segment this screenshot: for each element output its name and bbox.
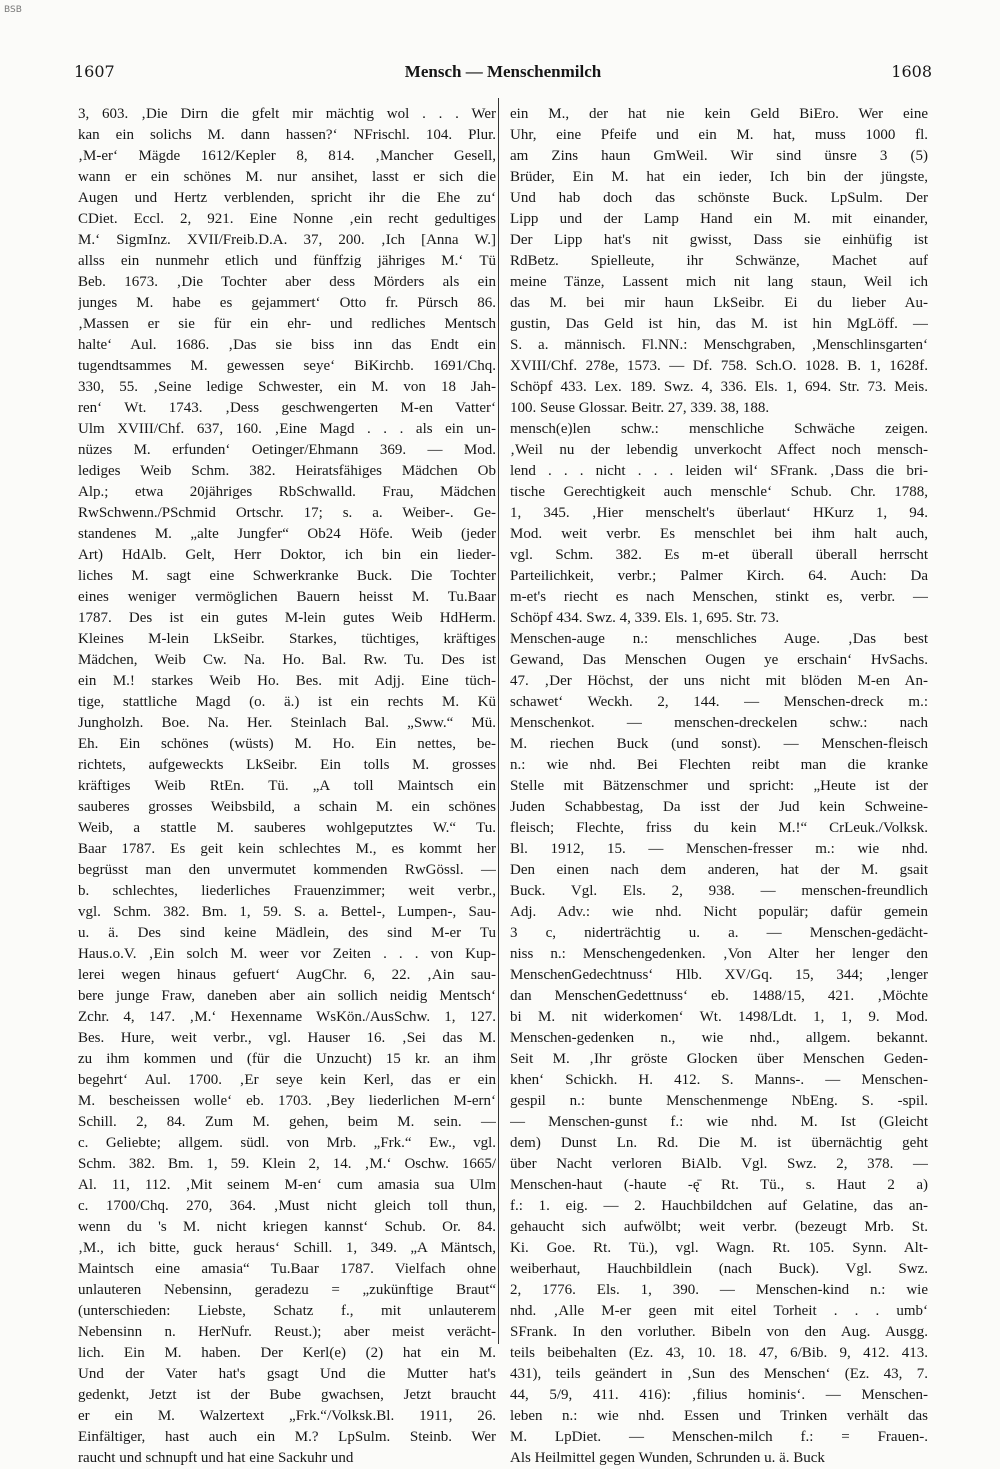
column-divider [498, 98, 499, 1344]
text-line: 431), teils geändert in ‚Sun des Menschen‘ (Ez. 43, 7. [510, 1366, 928, 1382]
text-line: teils beibehalten (Ez. 43, 10. 18. 47, 6/Bib. 9, 412. 413. [510, 1345, 928, 1361]
text-line: c. Geliebte; allgem. südl. von Mrb. „Frk.“ Ew., vgl. [78, 1135, 496, 1151]
text-line: tugendtsammes M. gewessen seye‘ BiKirchb. 1691/Chq. [78, 358, 496, 374]
text-line: (unterschieden: Liebste, Schatz f., mit unlauterem [78, 1303, 496, 1319]
text-line: ren‘ Wt. 1743. ‚Dess geschwengerten M-en Vatter‘ [78, 400, 496, 416]
text-line: Schm. 382. Bm. 1, 59. Klein 2, 14. ‚M.‘ Oschw. 1665/ [78, 1156, 496, 1172]
text-line: allss ein nunmehr etlich und fünffzig jähriges M.‘ Tü [78, 253, 496, 269]
text-line: Gewand, Das Menschen Ougen ye erschain‘ HvSachs. [510, 652, 928, 668]
text-line: ‚Weil nu der lebendig unverkocht Affect noch mensch- [510, 442, 928, 458]
text-line: Eh. Ein schönes (wüsts) M. Ho. Ein nettes, be- [78, 736, 496, 752]
text-line: Buck. Vgl. Els. 2, 938. — menschen-freundlich [510, 883, 928, 899]
text-line: M. LpDiet. — Menschen-milch f.: = Frauen-. [510, 1429, 928, 1445]
text-line: 3, 603. ‚Die Dirn die gfelt mir mächtig wol . . . Wer [78, 106, 496, 122]
right-column [510, 104, 928, 1469]
page-header [74, 62, 932, 86]
running-title: Mensch — Menschenmilch [404, 62, 602, 81]
text-line: vgl. Schm. 382. Bm. 1, 59. S. a. Bettel-, Lumpen-, Sau- [78, 904, 496, 920]
text-line: gedenkt, Jetzt ist der Bube gwachsen, Jetzt braucht [78, 1387, 496, 1403]
text-line: lich. Ein M. haben. Der Kerl(e) (2) hat ein M. [78, 1345, 496, 1361]
text-line: Schöpf 433. Lex. 189. Swz. 4, 336. Els. 1, 694. Str. 73. Meis. [510, 379, 928, 395]
text-line: begehrt‘ Aul. 1700. ‚Er seye kein Kerl, das er ein [78, 1072, 496, 1088]
text-line: weiberhaut, Hauchbildlein (nach Buck). Vgl. Swz. [510, 1261, 928, 1277]
text-line: Menschen-gedenken n., wie nhd., allgem. bekannt. [510, 1030, 928, 1046]
text-line: M. riechen Buck (und sonst). — Menschen-fleisch [510, 736, 928, 752]
text-line: dem) Dunst Ln. Rd. Die M. ist übernächtig geht [510, 1135, 928, 1151]
text-line: Art) HdAlb. Gelt, Herr Doktor, ich bin ein lieder- [78, 547, 496, 563]
text-line: bi M. nit widerkomen‘ Wt. 1498/Ldt. 1, 1, 9. Mod. [510, 1009, 928, 1025]
text-line: vgl. Schm. 382. Es m-et überall überall herrscht [510, 547, 928, 563]
text-line: Seit M. ‚Ihr gröste Glocken über Menschen Geden- [510, 1051, 928, 1067]
text-line: lediges Weib Schm. 382. Heiratsfähiges Mädchen Ob [78, 463, 496, 479]
text-line: CDiet. Eccl. 2, 921. Eine Nonne ‚ein recht gedultiges [78, 211, 496, 227]
text-line: Einfältiger, hast auch ein M.? LpSulm. Steinb. Wer [78, 1429, 496, 1445]
text-line: c. 1700/Chq. 270, 364. ‚Must nicht gleich toll thun, [78, 1198, 496, 1214]
text-line: junges M. habe es gejammert‘ Otto fr. Pürsch 86. [78, 295, 496, 311]
text-line: eines weniger vermöglichen Bauern heisst M. Tu.Baar [78, 589, 496, 605]
text-line: M.‘ SigmInz. XVII/Freib.D.A. 37, 200. ‚Ich [Anna W.] [78, 232, 496, 248]
text-line: RdBetz. Spielleute, ihr Schwänze, Machet auf [510, 253, 928, 269]
text-line: tische Gerechtigkeit auch menschle‘ Schub. Chr. 1788, [510, 484, 928, 500]
text-line: begrüsst man den unvermutet kommenden RwGössl. — [78, 862, 496, 878]
text-line: leben n.: wie nhd. Essen und Trinken verhält das [510, 1408, 928, 1424]
text-line: Schöpf 434. Swz. 4, 339. Els. 1, 695. Str. 73. [510, 610, 780, 626]
text-line: ‚M., ich bitte, guck heraus‘ Schill. 1, 349. „A Mäntsch, [78, 1240, 496, 1256]
page-number-right: 1608 [891, 62, 932, 81]
text-line: Haus.o.V. ‚Ein solch M. weer vor Zeiten . . . von Kup- [78, 946, 496, 962]
text-line: liches M. sagt eine Schwerkranke Buck. Die Tochter [78, 568, 496, 584]
text-line: ein M., der hat nie kein Geld BiEro. Wer eine [510, 106, 928, 122]
text-line: M. bescheissen wolle‘ eb. 1703. ‚Bey liederlichen M-ern‘ [78, 1093, 496, 1109]
text-line: MenschenGedechtnuss‘ Hlb. XV/Gq. 15, 344; ‚lenger [510, 967, 928, 983]
text-line: m-et's riecht es nach Menschen, stinkt es, verbr. — [510, 589, 928, 605]
text-line: wenn du 's M. nicht kriegen kannst‘ Schub. Or. 84. [78, 1219, 496, 1235]
text-line: Al. 11, 112. ‚Mit seinem M-en‘ cum amasia sua Ulm [78, 1177, 496, 1193]
text-line: gustin, Das Geld ist hin, das M. ist hin MgLöff. — [510, 316, 928, 332]
text-line: meine Tänze, Lassent mich nit lang staun, Weil ich [510, 274, 928, 290]
text-line: nüzes M. erfunden‘ Oetinger/Ehmann 369. — Mod. [78, 442, 496, 458]
text-line: Mädchen, Weib Cw. Na. Ho. Bal. Rw. Tu. Des ist [78, 652, 496, 668]
text-line: Baar 1787. Es geit kein schlechtes M., es kommt her [78, 841, 496, 857]
text-line: Parteilichkeit, verbr.; Palmer Kirch. 64. Auch: Da [510, 568, 928, 584]
text-line: Nebensinn n. HerNufr. Reust.); aber meist verächt- [78, 1324, 496, 1340]
text-line: Stelle mit Bätzenschmer und spricht: „Heute ist der [510, 778, 928, 794]
text-line: am Zins haun GmWeil. Wir sind ünsre 3 (5) [510, 148, 928, 164]
text-line: Zchr. 4, 147. ‚M.‘ Hexenname WsKön./AusSchw. 1, 127. [78, 1009, 496, 1025]
text-line: Als Heilmittel gegen Wunden, Schrunden u. ä. Buck [510, 1450, 825, 1466]
text-line: sauberes grosses Weibsbild, a schain M. ein schönes [78, 799, 496, 815]
text-line: tige, stattliche Magd (o. ä.) ist ein rechts M. Kü [78, 694, 496, 710]
text-line: ‚Massen er sie für ein ehr- und redliches Mentsch [78, 316, 496, 332]
text-line: nhd. ‚Alle M-er geen mit eitel Torheit . . . umb‘ [510, 1303, 928, 1319]
text-line: Jungholzh. Boe. Na. Her. Steinlach Bal. „Sww.“ Mü. [78, 715, 496, 731]
text-line: ‚M-er‘ Mägde 1612/Kepler 8, 814. ‚Mancher Gesell, [78, 148, 496, 164]
text-line: Menschen-auge n.: menschliches Auge. ‚Das best [510, 631, 928, 647]
text-line: lerei wegen hinaus gefuert‘ AugChr. 6, 22. ‚Ain sau- [78, 967, 496, 983]
text-line: — Menschen-gunst f.: wie nhd. M. Ist (Gleicht [510, 1114, 928, 1130]
text-line: Ulm XVIII/Chf. 637, 160. ‚Eine Magd . . . als ein un- [78, 421, 496, 437]
text-line: kan ein solichs M. dann hassen?‘ NFrischl. 104. Plur. [78, 127, 496, 143]
text-line: khen‘ Schickh. H. 412. S. Manns-. — Menschen- [510, 1072, 928, 1088]
text-line: bere junge Fraw, daneben aber ain sollich neidig Mentsch‘ [78, 988, 496, 1004]
text-line: das M. bei mir haun LkSeibr. Ei du lieber Au- [510, 295, 928, 311]
left-column [78, 104, 496, 1469]
text-line: Menschenkot. — menschen-dreckelen schw.: nach [510, 715, 928, 731]
text-line: 1, 345. ‚Hier menschelt's überlaut‘ HKurz 1, 94. [510, 505, 928, 521]
text-line: gehaucht sich aufwölbt; weit verbr. (bezeugt Mrb. St. [510, 1219, 928, 1235]
text-line: unlauteren Nebensinn, geradezu = „zukünftige Braut“ [78, 1282, 496, 1298]
text-line: n.: wie nhd. Bei Flechten reibt man die kranke [510, 757, 928, 773]
text-line: wann er ein schönes M. nur ansihet, lasst er sich die [78, 169, 496, 185]
text-line: Augen und Hertz verblenden, spricht ihr die Ehe zu‘ [78, 190, 496, 206]
text-line: 1787. Des ist ein gutes M-lein gutes Weib HdHerm. [78, 610, 496, 626]
text-line: Beb. 1673. ‚Die Tochter aber dess Mörders als ein [78, 274, 496, 290]
page-number-left: 1607 [74, 62, 115, 81]
text-line: 330, 55. ‚Seine ledige Schwester, ein M. von 18 Jah- [78, 379, 496, 395]
text-line: SFrank. In den vorluther. Bibeln von den Aug. Ausgg. [510, 1324, 928, 1340]
text-line: dan MenschenGedettnuss‘ eb. 1488/15, 421. ‚Möchte [510, 988, 928, 1004]
text-line: Weib, a stattle M. sauberes wohlgeputztes W.“ Tu. [78, 820, 496, 836]
text-line: 3 c, niderträchtig u. a. — Menschen-gedächt- [510, 925, 928, 941]
text-line: 2, 1776. Els. 1, 390. — Menschen-kind n.: wie [510, 1282, 928, 1298]
text-line: lend . . . nicht . . . leiden wil‘ SFrank. ‚Dass die bri- [510, 463, 928, 479]
text-line: Und hab doch das schönste Buck. LpSulm. Der [510, 190, 928, 206]
text-line: Ki. Goe. Rt. Tü.), vgl. Wagn. Rt. 105. Synn. Alt- [510, 1240, 928, 1256]
text-line: 100. Seuse Glossar. Beitr. 27, 339. 38, 188. [510, 400, 770, 416]
text-line: 47. ‚Der Höchst, der uns nicht mit blöden M-en An- [510, 673, 928, 689]
text-line: standenes M. „alte Jungfer“ Ob24 Höfe. Weib (jeder [78, 526, 496, 542]
text-line: Uhr, eine Pfeife und ein M. hat, muss 1000 fl. [510, 127, 928, 143]
text-line: halte‘ Aul. 1686. ‚Das sie biss inn das Endt ein [78, 337, 496, 353]
text-line: Bl. 1912, 15. — Menschen-fresser m.: wie nhd. [510, 841, 928, 857]
text-line: schawet‘ Weckh. 2, 144. — Menschen-dreck m.: [510, 694, 928, 710]
text-line: Maintsch eine amasia“ Tu.Baar 1787. Vielfach ohne [78, 1261, 496, 1277]
text-line: u. ä. Des sind keine Mädlein, des sind M-er Tu [78, 925, 496, 941]
text-line: Alp.; etwa 20jähriges RbSchwalld. Frau, Mädchen [78, 484, 496, 500]
text-line: richtets, aufgeweckts LkSeibr. Ein tolls M. grosses [78, 757, 496, 773]
text-line: Den einen nach dem anderen, hat der M. gsait [510, 862, 928, 878]
text-line: 44, 5/9, 411. 416): ‚filius hominis‘. — Menschen- [510, 1387, 928, 1403]
text-line: mensch(e)len schw.: menschliche Schwäche zeigen. [510, 421, 928, 437]
text-line: er ein M. Walzertext „Frk.“/Volksk.Bl. 1911, 26. [78, 1408, 496, 1424]
text-line: Juden Schabbestag, Da isst der Jud kein Schweine- [510, 799, 928, 815]
library-stamp: BSB [4, 5, 22, 15]
text-line: niss n.: Menschengedenken. ‚Von Alter her lenger den [510, 946, 928, 962]
text-line: RwSchwenn./PSchmid Ortschr. 17; s. a. Weiber-. Ge- [78, 505, 496, 521]
text-line: b. schlechtes, liederliches Frauenzimmer; weit verbr., [78, 883, 496, 899]
text-line: Menschen-haut (-haute -ę̄ Rt. Tü., s. Haut 2 a) [510, 1177, 928, 1193]
text-line: ein M.! starkes Weib Ho. Bes. mit Adjj. Eine tüch- [78, 673, 496, 689]
text-line: Lipp und der Lamp Hand ein M. mit einander, [510, 211, 928, 227]
text-line: Kleines M-lein LkSeibr. Starkes, tüchtiges, kräftiges [78, 631, 496, 647]
text-line: fleisch; Flechte, friss du kein M.!“ CrLeuk./Volksk. [510, 820, 928, 836]
text-line: Der Lipp hat's nit gwisst, Dass sie einhüfig ist [510, 232, 928, 248]
text-line: zu ihm kommen und (für die Unzucht) 15 kr. an ihm [78, 1051, 496, 1067]
text-line: Bes. Hure, weit verbr., vgl. Hauser 16. ‚Sei das M. [78, 1030, 496, 1046]
text-line: XVIII/Chf. 278e, 1573. — Df. 758. Sch.O. 1028. B. 1, 1628f. [510, 358, 928, 374]
text-line: über Nacht verloren BiAlb. Vgl. Swz. 2, 378. — [510, 1156, 928, 1172]
text-line: Und der Vater hat's gsagt Und die Mutter hat's [78, 1366, 496, 1382]
text-line: S. a. männisch. Fl.NN.: Menschgraben, ‚Menschlinsgarten‘ [510, 337, 928, 353]
text-line: Adj. Adv.: wie nhd. Nicht populär; dafür gemein [510, 904, 928, 920]
text-line: kräftiges Weib RtEn. Tü. „A toll Maintsch ein [78, 778, 496, 794]
text-line: Schill. 2, 84. Zum M. gehen, beim M. sein. — [78, 1114, 496, 1130]
text-line: f.: 1. eig. — 2. Hauchbildchen auf Gelatine, das an- [510, 1198, 928, 1214]
text-line: gespil n.: bunte Menschenmenge NbEng. S. -spil. [510, 1093, 928, 1109]
text-line: raucht und schnupft und hat eine Sackuhr und [78, 1450, 354, 1466]
text-line: Brüder, Ein M. hat ein ieder, Ich bin der jüngste, [510, 169, 928, 185]
text-line: Mod. weit verbr. Es menschlet bei ihm halt auch, [510, 526, 928, 542]
